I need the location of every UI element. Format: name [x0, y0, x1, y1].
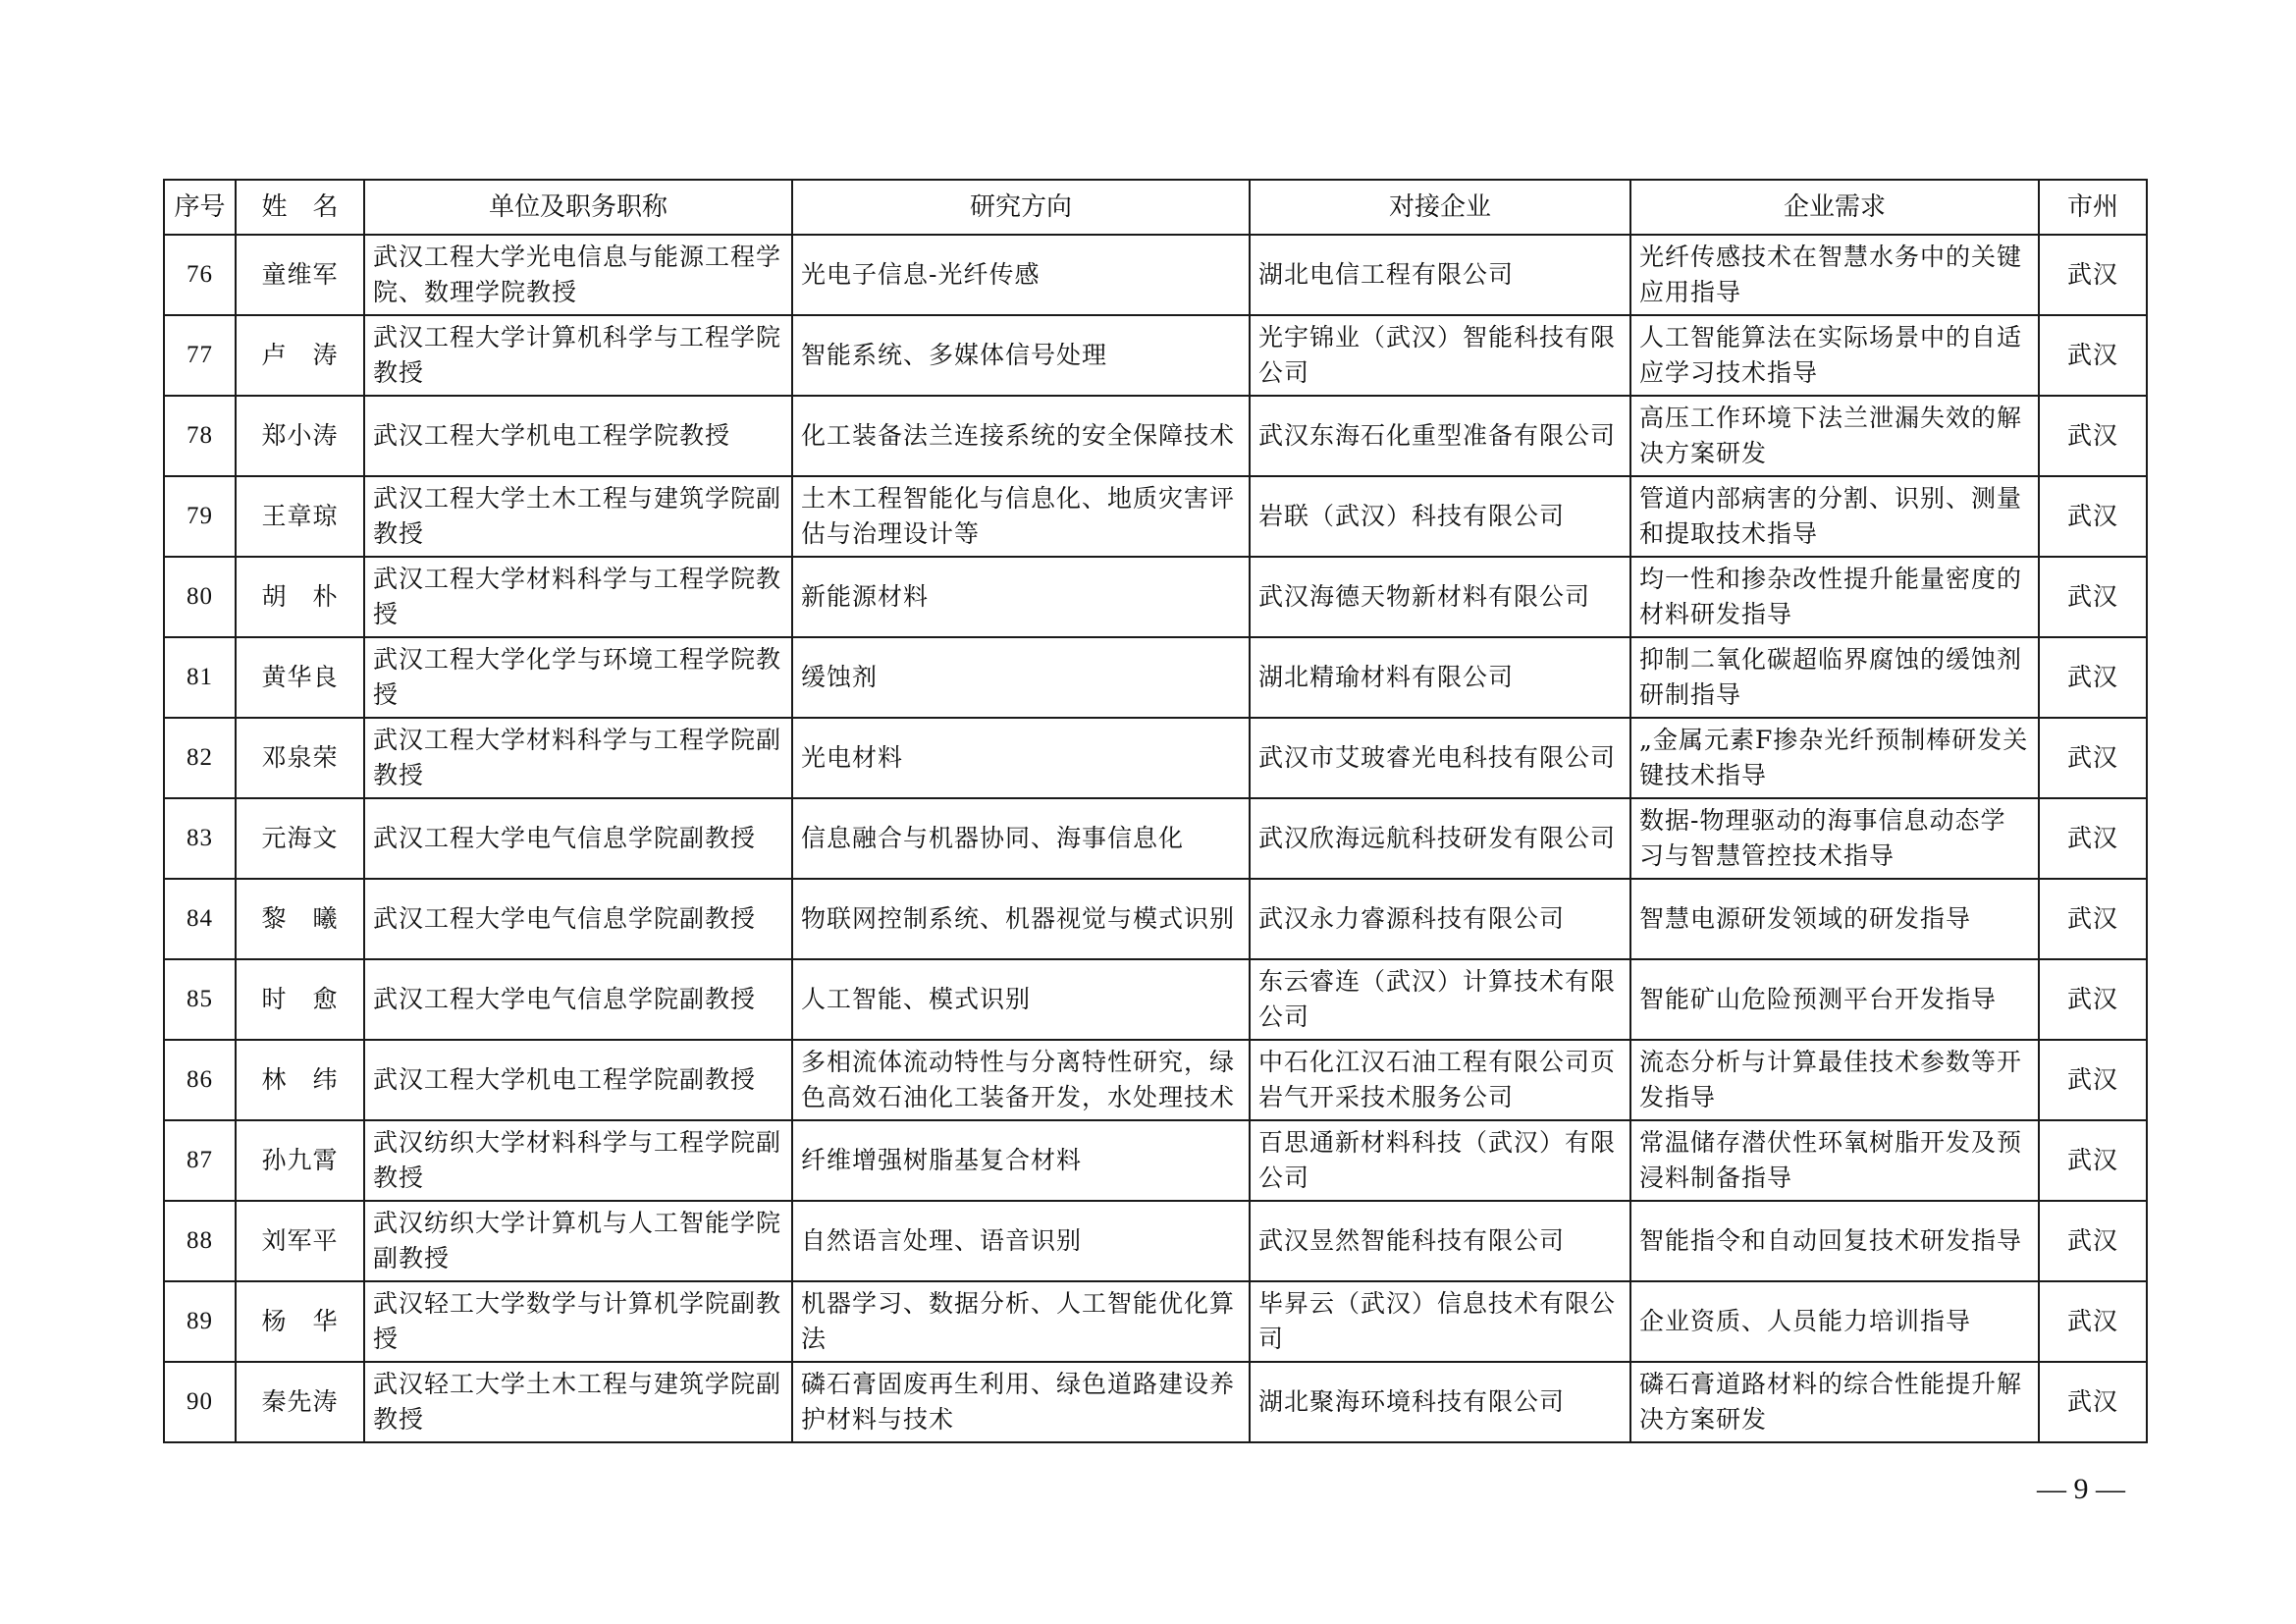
cell-research-field: 智能系统、多媒体信号处理: [792, 315, 1250, 396]
cell-partner-company: 岩联（武汉）科技有限公司: [1250, 476, 1630, 557]
table-row: [164, 1362, 2147, 1442]
cell-research-field: 土木工程智能化与信息化、地质灾害评估与治理设计等: [792, 476, 1250, 557]
header-city: 市州: [2039, 180, 2147, 235]
cell-unit-title: 武汉纺织大学材料科学与工程学院副教授: [364, 1120, 792, 1201]
cell-research-field: 纤维增强树脂基复合材料: [792, 1120, 1250, 1201]
cell-expert-name: 孙九霄: [236, 1120, 364, 1201]
cell-serial-number: 81: [164, 637, 236, 718]
cell-serial-number: 84: [164, 879, 236, 959]
header-company-demand: 企业需求: [1630, 180, 2039, 235]
cell-company-demand: 常温储存潜伏性环氧树脂开发及预浸料制备指导: [1630, 1120, 2039, 1201]
cell-research-field: 自然语言处理、语音识别: [792, 1201, 1250, 1281]
cell-city: 武汉: [2039, 798, 2147, 879]
cell-city: 武汉: [2039, 557, 2147, 637]
table-row: [164, 1201, 2147, 1281]
cell-partner-company: 武汉市艾玻睿光电科技有限公司: [1250, 718, 1630, 798]
cell-expert-name: 胡 朴: [236, 557, 364, 637]
cell-city: 武汉: [2039, 476, 2147, 557]
cell-city: 武汉: [2039, 959, 2147, 1040]
cell-expert-name: 杨 华: [236, 1281, 364, 1362]
cell-company-demand: 均一性和掺杂改性提升能量密度的材料研发指导: [1630, 557, 2039, 637]
cell-unit-title: 武汉工程大学机电工程学院副教授: [364, 1040, 792, 1120]
cell-expert-name: 黄华良: [236, 637, 364, 718]
cell-serial-number: 77: [164, 315, 236, 396]
cell-company-demand: 人工智能算法在实际场景中的自适应学习技术指导: [1630, 315, 2039, 396]
table-row: [164, 1040, 2147, 1120]
cell-research-field: 磷石膏固废再生利用、绿色道路建设养护材料与技术: [792, 1362, 1250, 1442]
cell-expert-name: 卢 涛: [236, 315, 364, 396]
header-research-field: 研究方向: [792, 180, 1250, 235]
cell-unit-title: 武汉工程大学材料科学与工程学院副教授: [364, 718, 792, 798]
cell-serial-number: 82: [164, 718, 236, 798]
cell-company-demand: 抑制二氧化碳超临界腐蚀的缓蚀剂研制指导: [1630, 637, 2039, 718]
cell-research-field: 机器学习、数据分析、人工智能优化算法: [792, 1281, 1250, 1362]
cell-partner-company: 光宇锦业（武汉）智能科技有限公司: [1250, 315, 1630, 396]
table-row: [164, 1120, 2147, 1201]
cell-company-demand: 智能矿山危险预测平台开发指导: [1630, 959, 2039, 1040]
cell-company-demand: „金属元素F掺杂光纤预制棒研发关键技术指导: [1630, 718, 2039, 798]
cell-research-field: 物联网控制系统、机器视觉与模式识别: [792, 879, 1250, 959]
cell-expert-name: 时 愈: [236, 959, 364, 1040]
cell-research-field: 光电材料: [792, 718, 1250, 798]
expert-table: [163, 179, 2148, 1443]
cell-expert-name: 刘军平: [236, 1201, 364, 1281]
table-row: [164, 798, 2147, 879]
cell-partner-company: 武汉海德天物新材料有限公司: [1250, 557, 1630, 637]
table-row: [164, 718, 2147, 798]
cell-city: 武汉: [2039, 1201, 2147, 1281]
cell-partner-company: 毕昇云（武汉）信息技术有限公司: [1250, 1281, 1630, 1362]
header-row: [164, 180, 2147, 235]
page-number: — 9 —: [2037, 1473, 2125, 1505]
cell-unit-title: 武汉工程大学材料科学与工程学院教授: [364, 557, 792, 637]
cell-unit-title: 武汉轻工大学土木工程与建筑学院副教授: [364, 1362, 792, 1442]
cell-serial-number: 79: [164, 476, 236, 557]
cell-research-field: 化工装备法兰连接系统的安全保障技术: [792, 396, 1250, 476]
cell-partner-company: 武汉昱然智能科技有限公司: [1250, 1201, 1630, 1281]
cell-city: 武汉: [2039, 718, 2147, 798]
cell-company-demand: 智慧电源研发领域的研发指导: [1630, 879, 2039, 959]
cell-serial-number: 86: [164, 1040, 236, 1120]
table-row: [164, 557, 2147, 637]
table-row: [164, 959, 2147, 1040]
cell-unit-title: 武汉工程大学机电工程学院教授: [364, 396, 792, 476]
table-row: [164, 235, 2147, 315]
cell-expert-name: 林 纬: [236, 1040, 364, 1120]
cell-research-field: 光电子信息-光纤传感: [792, 235, 1250, 315]
cell-unit-title: 武汉工程大学土木工程与建筑学院副教授: [364, 476, 792, 557]
cell-company-demand: 数据-物理驱动的海事信息动态学习与智慧管控技术指导: [1630, 798, 2039, 879]
cell-company-demand: 磷石膏道路材料的综合性能提升解决方案研发: [1630, 1362, 2039, 1442]
table-row: [164, 476, 2147, 557]
cell-unit-title: 武汉轻工大学数学与计算机学院副教授: [364, 1281, 792, 1362]
header-name: 姓 名: [236, 180, 364, 235]
cell-company-demand: 智能指令和自动回复技术研发指导: [1630, 1201, 2039, 1281]
cell-unit-title: 武汉工程大学光电信息与能源工程学院、数理学院教授: [364, 235, 792, 315]
cell-serial-number: 88: [164, 1201, 236, 1281]
cell-expert-name: 黎 曦: [236, 879, 364, 959]
cell-serial-number: 76: [164, 235, 236, 315]
table-header: [164, 180, 2147, 235]
cell-expert-name: 邓泉荣: [236, 718, 364, 798]
cell-unit-title: 武汉工程大学电气信息学院副教授: [364, 959, 792, 1040]
cell-partner-company: 武汉永力睿源科技有限公司: [1250, 879, 1630, 959]
table-row: [164, 637, 2147, 718]
cell-city: 武汉: [2039, 1120, 2147, 1201]
cell-research-field: 多相流体流动特性与分离特性研究，绿色高效石油化工装备开发，水处理技术: [792, 1040, 1250, 1120]
cell-city: 武汉: [2039, 1281, 2147, 1362]
cell-serial-number: 87: [164, 1120, 236, 1201]
cell-expert-name: 童维军: [236, 235, 364, 315]
table-row: [164, 396, 2147, 476]
cell-unit-title: 武汉纺织大学计算机与人工智能学院副教授: [364, 1201, 792, 1281]
cell-unit-title: 武汉工程大学化学与环境工程学院教授: [364, 637, 792, 718]
cell-unit-title: 武汉工程大学电气信息学院副教授: [364, 879, 792, 959]
header-serial-number: 序号: [164, 180, 236, 235]
cell-partner-company: 湖北精瑜材料有限公司: [1250, 637, 1630, 718]
table-body: [164, 235, 2147, 1442]
cell-partner-company: 武汉东海石化重型准备有限公司: [1250, 396, 1630, 476]
header-unit-title: 单位及职务职称: [364, 180, 792, 235]
cell-unit-title: 武汉工程大学计算机科学与工程学院教授: [364, 315, 792, 396]
cell-research-field: 人工智能、模式识别: [792, 959, 1250, 1040]
cell-expert-name: 郑小涛: [236, 396, 364, 476]
cell-serial-number: 89: [164, 1281, 236, 1362]
cell-company-demand: 高压工作环境下法兰泄漏失效的解决方案研发: [1630, 396, 2039, 476]
header-partner-company: 对接企业: [1250, 180, 1630, 235]
cell-city: 武汉: [2039, 315, 2147, 396]
cell-city: 武汉: [2039, 1362, 2147, 1442]
cell-expert-name: 元海文: [236, 798, 364, 879]
cell-city: 武汉: [2039, 396, 2147, 476]
table-row: [164, 1281, 2147, 1362]
cell-serial-number: 78: [164, 396, 236, 476]
cell-city: 武汉: [2039, 1040, 2147, 1120]
cell-partner-company: 湖北聚海环境科技有限公司: [1250, 1362, 1630, 1442]
cell-city: 武汉: [2039, 879, 2147, 959]
cell-expert-name: 王章琼: [236, 476, 364, 557]
cell-expert-name: 秦先涛: [236, 1362, 364, 1442]
cell-partner-company: 武汉欣海远航科技研发有限公司: [1250, 798, 1630, 879]
cell-company-demand: 光纤传感技术在智慧水务中的关键应用指导: [1630, 235, 2039, 315]
table-row: [164, 879, 2147, 959]
cell-company-demand: 管道内部病害的分割、识别、测量和提取技术指导: [1630, 476, 2039, 557]
cell-partner-company: 中石化江汉石油工程有限公司页岩气开采技术服务公司: [1250, 1040, 1630, 1120]
cell-research-field: 新能源材料: [792, 557, 1250, 637]
cell-unit-title: 武汉工程大学电气信息学院副教授: [364, 798, 792, 879]
table-row: [164, 315, 2147, 396]
cell-company-demand: 流态分析与计算最佳技术参数等开发指导: [1630, 1040, 2039, 1120]
cell-company-demand: 企业资质、人员能力培训指导: [1630, 1281, 2039, 1362]
cell-city: 武汉: [2039, 235, 2147, 315]
cell-partner-company: 百思通新材料科技（武汉）有限公司: [1250, 1120, 1630, 1201]
cell-serial-number: 80: [164, 557, 236, 637]
cell-serial-number: 83: [164, 798, 236, 879]
cell-research-field: 缓蚀剂: [792, 637, 1250, 718]
cell-partner-company: 东云睿连（武汉）计算技术有限公司: [1250, 959, 1630, 1040]
cell-partner-company: 湖北电信工程有限公司: [1250, 235, 1630, 315]
cell-research-field: 信息融合与机器协同、海事信息化: [792, 798, 1250, 879]
cell-serial-number: 90: [164, 1362, 236, 1442]
cell-serial-number: 85: [164, 959, 236, 1040]
cell-city: 武汉: [2039, 637, 2147, 718]
